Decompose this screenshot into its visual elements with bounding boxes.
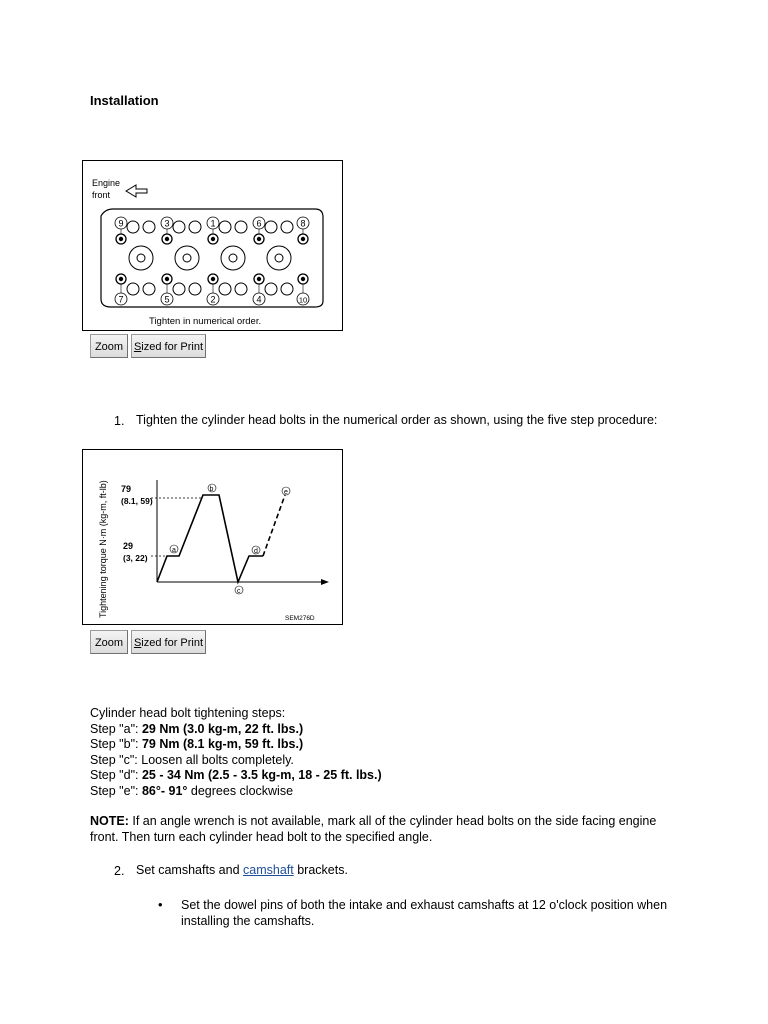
- step2-text-before: Set camshafts and: [136, 863, 244, 877]
- valve-circle: [143, 283, 155, 295]
- sized-access-key: S: [133, 637, 142, 649]
- step2-text: [136, 863, 736, 879]
- step-a-value: 29 Nm (3.0 kg-m, 22 ft. lbs.): [141, 721, 304, 736]
- valve-circle: [189, 283, 201, 295]
- combustion-chamber: [267, 246, 291, 270]
- valve-circle: [127, 283, 139, 295]
- step2-text-after: brackets.: [293, 863, 348, 877]
- point-b-label: b: [209, 486, 214, 493]
- sized-for-print-label: ized for Print: [141, 637, 204, 649]
- step-d-value: 25 - 34 Nm (2.5 - 3.5 kg-m, 18 - 25 ft. lbs.): [141, 768, 382, 782]
- bolt-center: [119, 237, 123, 241]
- step1-text: Tighten the cylinder head bolts in the numerical order as shown, using the five step procedure:: [136, 413, 658, 427]
- valve-circle: [281, 283, 293, 295]
- spark-plug-hole: [183, 254, 191, 262]
- bolt-number-bottom: 4: [256, 294, 262, 305]
- valve-circle: [127, 221, 139, 233]
- step-b: [90, 737, 730, 753]
- step-e-value: 86°- 91°: [141, 783, 188, 798]
- step-e: [90, 784, 730, 800]
- valve-circle: [173, 221, 185, 233]
- zoom-button[interactable]: [90, 334, 128, 358]
- combustion-chamber: [175, 246, 199, 270]
- valve-circle: [235, 221, 247, 233]
- step-b-label: Step "b":: [90, 737, 142, 751]
- bullet-text: Set the dowel pins of both the intake and exhaust camshafts at 12 o'clock position when installing the camshafts.: [181, 898, 668, 928]
- section-heading: Installation: [90, 93, 159, 108]
- bolt-order-diagram: [83, 161, 342, 330]
- bolt-number-top: 3: [164, 218, 170, 229]
- bolt-center: [211, 277, 215, 281]
- bolt-center: [165, 277, 169, 281]
- combustion-chamber: [129, 246, 153, 270]
- bolt-number-top: 9: [118, 218, 124, 229]
- step2-number: 2.: [114, 864, 125, 878]
- note-paragraph: [90, 814, 675, 845]
- bolt-number-bottom: 10: [298, 295, 308, 305]
- step-b-value: 79 Nm (8.1 kg-m, 59 ft. lbs.): [141, 737, 304, 751]
- bolt-order-figure: [82, 160, 343, 331]
- bolt-number-top: 6: [256, 218, 262, 229]
- bolt-center: [301, 277, 305, 281]
- bolt-center: [301, 237, 305, 241]
- spark-plug-hole: [137, 254, 145, 262]
- bolt-number-bottom: 7: [118, 294, 124, 305]
- step-e-suffix: degrees clockwise: [187, 783, 294, 798]
- combustion-chamber: [221, 246, 245, 270]
- valve-circle: [143, 221, 155, 233]
- valve-circle: [219, 283, 231, 295]
- valve-circle: [265, 221, 277, 233]
- y-low-sub: (3, 22): [123, 553, 148, 563]
- step-d-label: Step "d":: [90, 768, 142, 782]
- bolt-center: [257, 277, 261, 281]
- step-e-label: Step "e":: [90, 783, 142, 798]
- step-d: [90, 768, 730, 784]
- front-label: front: [92, 190, 111, 200]
- engine-label: Engine: [92, 178, 121, 188]
- valve-circle: [235, 283, 247, 295]
- bolt-center: [257, 237, 261, 241]
- bolt-number-bottom: 5: [164, 294, 170, 305]
- point-e-label: e: [284, 489, 288, 496]
- spark-plug-hole: [275, 254, 283, 262]
- figure1-caption: Tighten in numerical order.: [149, 316, 262, 327]
- valve-circle: [281, 221, 293, 233]
- angle-curve-dashed: [263, 495, 285, 556]
- torque-graph-figure: [82, 449, 343, 625]
- sized-for-print-button[interactable]: [131, 334, 206, 358]
- camshaft-link[interactable]: camshaft: [243, 863, 294, 877]
- valve-circle: [219, 221, 231, 233]
- valve-circle: [189, 221, 201, 233]
- spark-plug-hole: [229, 254, 237, 262]
- note-label: NOTE:: [90, 814, 129, 828]
- torque-curve: [157, 495, 263, 582]
- point-c-label: c: [237, 588, 241, 595]
- tightening-steps: [90, 706, 730, 799]
- valve-ports: [127, 218, 293, 295]
- step-a: [90, 722, 730, 738]
- bullet-icon: •: [158, 897, 163, 912]
- zoom-button-label: Zoom: [94, 341, 124, 353]
- point-d-label: d: [254, 548, 258, 555]
- point-a-label: a: [172, 547, 176, 554]
- bolt-number-bottom: 2: [210, 294, 216, 305]
- y-high-sub: (8.1, 59): [121, 496, 153, 506]
- note-text: If an angle wrench is not available, mark all of the cylinder head bolts on the side facing engine front. Then turn each cylinder head bolt to the specified angle.: [90, 814, 657, 844]
- figure-code: SEM276D: [285, 615, 315, 622]
- sized-for-print-button-2[interactable]: [131, 630, 206, 654]
- valve-circle: [173, 283, 185, 295]
- valve-circle: [265, 283, 277, 295]
- bolt-center: [119, 277, 123, 281]
- front-arrow-icon: [126, 185, 147, 197]
- bolt-number-top: 1: [210, 218, 216, 229]
- step-c: Step "c": Loosen all bolts completely.: [90, 752, 294, 767]
- x-axis-arrow-icon: [321, 579, 329, 585]
- step-a-label: Step "a":: [90, 721, 142, 736]
- y-high-value: 79: [121, 484, 132, 494]
- bolt-number-top: 8: [300, 218, 306, 229]
- y-low-value: 29: [123, 541, 134, 551]
- step1-number: 1.: [114, 414, 125, 428]
- bolt-center: [165, 237, 169, 241]
- sized-for-print-label: ized for Print: [141, 341, 204, 353]
- sized-access-key: S: [133, 341, 142, 353]
- bolt-center: [211, 237, 215, 241]
- steps-intro: Cylinder head bolt tightening steps:: [90, 706, 286, 720]
- zoom-button-label: Zoom: [94, 637, 124, 649]
- zoom-button-2[interactable]: [90, 630, 128, 654]
- torque-axis-label: Tightening torque N·m (kg-m, ft-lb): [98, 480, 108, 618]
- torque-graph: [83, 450, 342, 624]
